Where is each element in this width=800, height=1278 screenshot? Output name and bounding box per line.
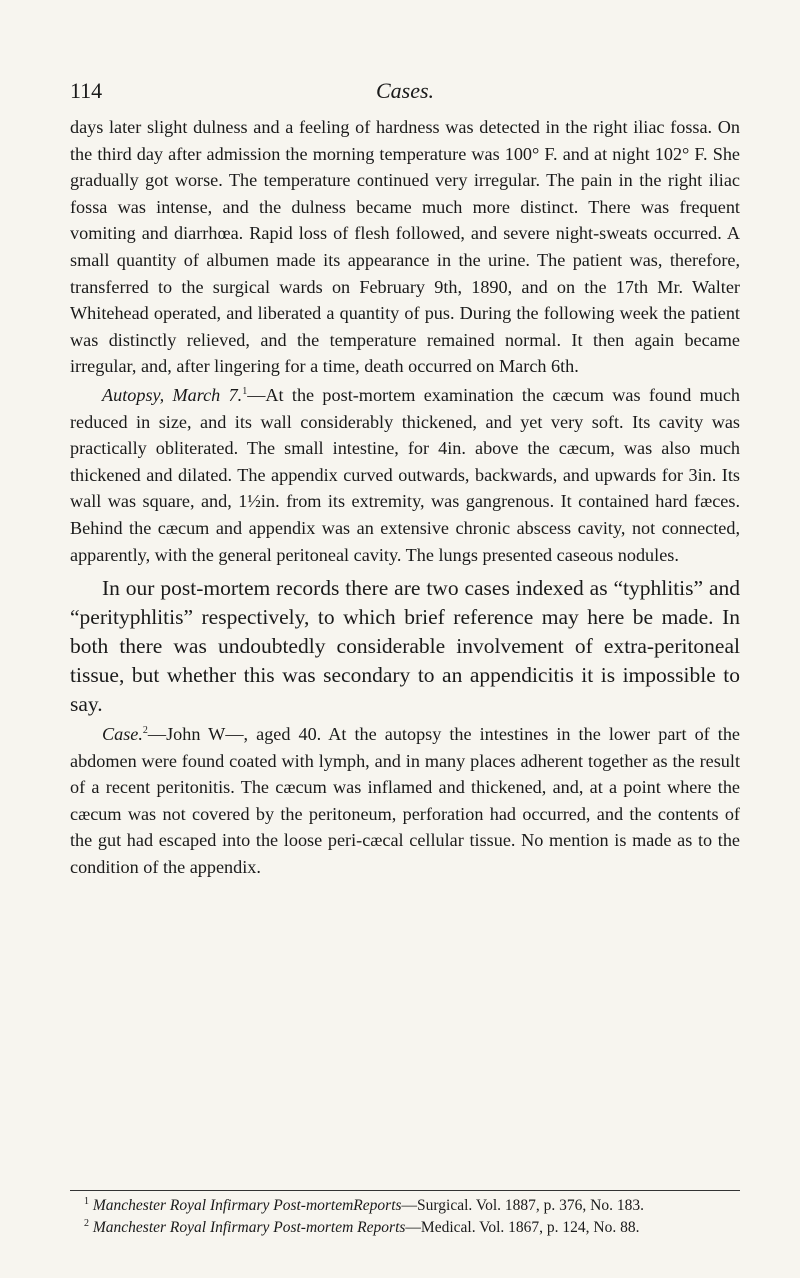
paragraph-case-john — [70, 721, 740, 881]
footnote-divider — [70, 1190, 740, 1191]
paragraph-case-continuation: days later slight dulness and a feeling of hardness was detected in the right iliac fossa. On the third day after admission the morning temperature was 100° F. and at night 102° F. She gradually got worse. The temperature continued very irregular. The pain in the right iliac fossa was intense, and the dulness became much more distinct. There was frequent vomiting and diarrhœa. Rapid loss of flesh followed, and severe night-sweats occurred. A small quantity of albumen made its appearance in the urine. The patient was, therefore, transferred to the surgical wards on February 9th, 1890, and on the 17th Mr. Walter Whitehead operated, and liberated a quantity of pus. During the following week the patient was distinctly relieved, and the temperature remained normal. It then again became irregular, and, after lingering for a time, death occurred on March 6th. — [70, 117, 740, 377]
case-text: —John W—, aged 40. At the autopsy the intestines in the lower part of the abdomen were found coated with lymph, and in many places adherent together as the result of a recent peritonitis. The cæcum was inflamed and thickened, and, at a point where the cæcum was not covered by the peritoneum, perforation had occurred, and the contents of the gut had escaped into the loose peri-cæcal cellular tissue. No mention is made as to the condition of the appendix. — [70, 724, 740, 878]
footnotes — [70, 1197, 740, 1240]
case-heading: Case. — [102, 724, 143, 745]
paragraph-autopsy — [70, 382, 740, 568]
autopsy-text: —At the post-mortem examination the cæcum was found much reduced in size, and its wall considerably thickened, and yet very soft. Its cavity was practically obliterated. The small intestine, for 4in. above the cæcum, was also much thickened and dilated. The appendix curved outwards, backwards, and upwards for 3in. Its wall was square, and, 1½in. from its extremity, was gangrenous. It contained hard fæces. Behind the cæcum and appendix was an extensive chronic abscess cavity, not connected, apparently, with the general peritoneal cavity. The lungs presented caseous nodules. — [70, 384, 741, 565]
footnote-details: —Surgical. Vol. 1887, p. 376, No. 183. — [401, 1197, 644, 1214]
footnote-mark: 2 — [84, 1217, 89, 1229]
footnote-details: —Medical. Vol. 1867, p. 124, No. 88. — [405, 1218, 640, 1236]
page-header — [70, 78, 740, 108]
footnote-mark: 1 — [84, 1195, 89, 1207]
body-text — [70, 114, 740, 881]
footnote-ref-2: 2 — [142, 725, 148, 737]
running-title: Cases. — [375, 78, 435, 103]
paragraph-records-note: In our post-mortem records there are two cases indexed as “typhlitis” and “perityphlitis” respectively, to which brief reference may here be made. In both there was undoubtedly considerable involvement of extra-peritoneal tissue, but whether this was secondary to an appendicitis it is impossible to say. — [70, 576, 740, 717]
footnote — [70, 1219, 740, 1238]
footnote — [70, 1197, 740, 1216]
footnote-source: Manchester Royal Infirmary Post-mortem Reports — [92, 1218, 406, 1236]
footnote-source: Manchester Royal Infirmary Post-mortemReports — [92, 1197, 402, 1214]
footnote-ref-1: 1 — [242, 385, 248, 397]
page-number: 114 — [70, 78, 103, 103]
autopsy-heading: Autopsy, March 7. — [102, 384, 243, 405]
